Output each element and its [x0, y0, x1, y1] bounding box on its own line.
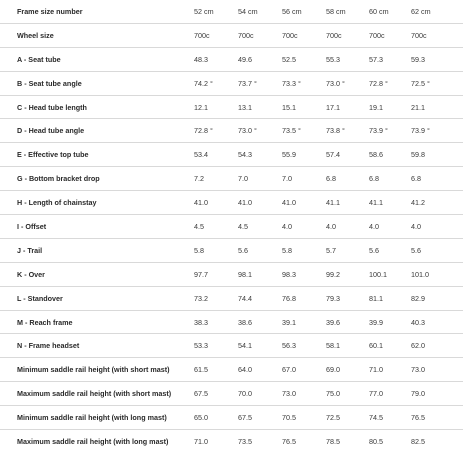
row-value: 54.3: [238, 150, 252, 160]
row-value: 38.6: [238, 317, 252, 327]
row-value: 67.5: [194, 389, 208, 399]
row-value: 97.7: [194, 269, 208, 279]
row-value: 48.3: [194, 54, 208, 64]
row-value: 41.0: [238, 198, 252, 208]
row-value: 17.1: [326, 102, 340, 112]
row-label: L - Standover: [17, 293, 63, 303]
row-value: 55.3: [326, 54, 340, 64]
row-label: A - Seat tube: [17, 54, 61, 64]
header-size: 52 cm: [194, 7, 214, 16]
row-value: 41.1: [326, 198, 340, 208]
row-label: Minimum saddle rail height (with long mast): [17, 413, 167, 423]
row-value: 700c: [282, 30, 298, 40]
row-value: 73.0 °: [238, 126, 257, 136]
row-label: E - Effective top tube: [17, 150, 89, 160]
row-value: 76.5: [411, 413, 425, 423]
table-row: [0, 24, 463, 48]
row-value: 700c: [411, 30, 427, 40]
row-value: 100.1: [369, 269, 387, 279]
row-value: 59.8: [411, 150, 425, 160]
row-value: 98.3: [282, 269, 296, 279]
row-value: 80.5: [369, 437, 383, 447]
row-value: 57.3: [369, 54, 383, 64]
table-row: [0, 287, 463, 311]
row-value: 41.2: [411, 198, 425, 208]
table-row: [0, 72, 463, 96]
row-value: 72.8 °: [369, 78, 388, 88]
row-value: 13.1: [238, 102, 252, 112]
row-value: 5.7: [326, 245, 336, 255]
header-size: 58 cm: [326, 7, 346, 16]
row-label: K - Over: [17, 269, 45, 279]
row-value: 74.2 °: [194, 78, 213, 88]
row-value: 67.0: [282, 365, 296, 375]
row-value: 71.0: [194, 437, 208, 447]
row-value: 40.3: [411, 317, 425, 327]
row-value: 73.5: [238, 437, 252, 447]
table-row: [0, 215, 463, 239]
row-value: 62.0: [411, 341, 425, 351]
table-row: [0, 358, 463, 382]
row-value: 78.5: [326, 437, 340, 447]
row-value: 99.2: [326, 269, 340, 279]
row-value: 67.5: [238, 413, 252, 423]
table-row: [0, 167, 463, 191]
row-value: 64.0: [238, 365, 252, 375]
row-value: 41.0: [194, 198, 208, 208]
row-label: Maximum saddle rail height (with short mast): [17, 389, 172, 399]
row-value: 74.4: [238, 293, 252, 303]
row-value: 6.8: [369, 174, 379, 184]
row-label: C - Head tube length: [17, 102, 87, 112]
row-label: J - Trail: [17, 245, 43, 255]
row-value: 65.0: [194, 413, 208, 423]
row-value: 5.8: [282, 245, 292, 255]
row-value: 79.3: [326, 293, 340, 303]
row-value: 73.0: [282, 389, 296, 399]
row-value: 49.6: [238, 54, 252, 64]
row-value: 53.3: [194, 341, 208, 351]
row-value: 19.1: [369, 102, 383, 112]
row-value: 4.5: [194, 222, 204, 232]
row-value: 5.6: [411, 245, 421, 255]
header-size: 62 cm: [411, 7, 431, 16]
row-label: B - Seat tube angle: [17, 78, 82, 88]
row-value: 7.2: [194, 174, 204, 184]
row-value: 75.0: [326, 389, 340, 399]
row-value: 73.0 °: [326, 78, 345, 88]
row-value: 5.6: [238, 245, 248, 255]
table-row: [0, 311, 463, 335]
table-row: [0, 191, 463, 215]
row-value: 6.8: [411, 174, 421, 184]
row-value: 73.9 °: [369, 126, 388, 136]
table-row: [0, 430, 463, 454]
row-value: 73.3 °: [282, 78, 301, 88]
row-value: 73.9 °: [411, 126, 430, 136]
row-label: I - Offset: [17, 222, 47, 232]
row-label: G - Bottom bracket drop: [17, 174, 100, 184]
row-label: M - Reach frame: [17, 317, 73, 327]
row-value: 53.4: [194, 150, 208, 160]
row-value: 73.0: [411, 365, 425, 375]
row-value: 82.5: [411, 437, 425, 447]
row-value: 4.0: [326, 222, 336, 232]
row-value: 6.8: [326, 174, 336, 184]
row-value: 54.1: [238, 341, 252, 351]
row-value: 82.9: [411, 293, 425, 303]
row-value: 98.1: [238, 269, 252, 279]
row-label: Maximum saddle rail height (with long mast): [17, 437, 169, 447]
row-value: 12.1: [194, 102, 208, 112]
row-value: 70.0: [238, 389, 252, 399]
row-value: 15.1: [282, 102, 296, 112]
row-label: D - Head tube angle: [17, 126, 85, 136]
row-value: 79.0: [411, 389, 425, 399]
row-value: 101.0: [411, 269, 429, 279]
table-row: [0, 143, 463, 167]
row-value: 700c: [238, 30, 254, 40]
header-size: 56 cm: [282, 7, 302, 16]
row-value: 700c: [326, 30, 342, 40]
table-row: [0, 263, 463, 287]
row-value: 41.0: [282, 198, 296, 208]
row-label: N - Frame headset: [17, 341, 80, 351]
row-value: 7.0: [238, 174, 248, 184]
row-value: 700c: [194, 30, 210, 40]
row-value: 60.1: [369, 341, 383, 351]
table-row: [0, 406, 463, 430]
row-value: 38.3: [194, 317, 208, 327]
row-label: Wheel size: [17, 30, 54, 40]
row-value: 72.5 °: [411, 78, 430, 88]
row-value: 74.5: [369, 413, 383, 423]
row-value: 73.7 °: [238, 78, 257, 88]
row-value: 39.9: [369, 317, 383, 327]
row-value: 69.0: [326, 365, 340, 375]
row-value: 4.0: [282, 222, 292, 232]
row-value: 58.1: [326, 341, 340, 351]
row-value: 72.5: [326, 413, 340, 423]
row-value: 39.6: [326, 317, 340, 327]
row-value: 71.0: [369, 365, 383, 375]
row-value: 41.1: [369, 198, 383, 208]
row-value: 73.2: [194, 293, 208, 303]
table-row: [0, 96, 463, 120]
row-value: 76.8: [282, 293, 296, 303]
row-value: 56.3: [282, 341, 296, 351]
row-value: 5.8: [194, 245, 204, 255]
header-label: Frame size number: [17, 7, 83, 16]
row-value: 55.9: [282, 150, 296, 160]
row-value: 21.1: [411, 102, 425, 112]
row-value: 73.5 °: [282, 126, 301, 136]
row-value: 73.8 °: [326, 126, 345, 136]
row-value: 700c: [369, 30, 385, 40]
row-value: 4.5: [238, 222, 248, 232]
row-value: 52.5: [282, 54, 296, 64]
header-size: 54 cm: [238, 7, 258, 16]
row-value: 7.0: [282, 174, 292, 184]
row-value: 61.5: [194, 365, 208, 375]
row-value: 76.5: [282, 437, 296, 447]
row-value: 4.0: [369, 222, 379, 232]
header-size: 60 cm: [369, 7, 389, 16]
header-row: [0, 0, 463, 24]
row-value: 39.1: [282, 317, 296, 327]
table-row: [0, 48, 463, 72]
row-value: 81.1: [369, 293, 383, 303]
row-value: 5.6: [369, 245, 379, 255]
table-row: [0, 239, 463, 263]
row-value: 77.0: [369, 389, 383, 399]
row-value: 4.0: [411, 222, 421, 232]
row-label: H - Length of chainstay: [17, 198, 97, 208]
row-value: 70.5: [282, 413, 296, 423]
row-value: 57.4: [326, 150, 340, 160]
row-value: 72.8 °: [194, 126, 213, 136]
table-row: [0, 119, 463, 143]
row-value: 59.3: [411, 54, 425, 64]
table-row: [0, 334, 463, 358]
row-label: Minimum saddle rail height (with short mast): [17, 365, 170, 375]
row-value: 58.6: [369, 150, 383, 160]
table-row: [0, 382, 463, 406]
